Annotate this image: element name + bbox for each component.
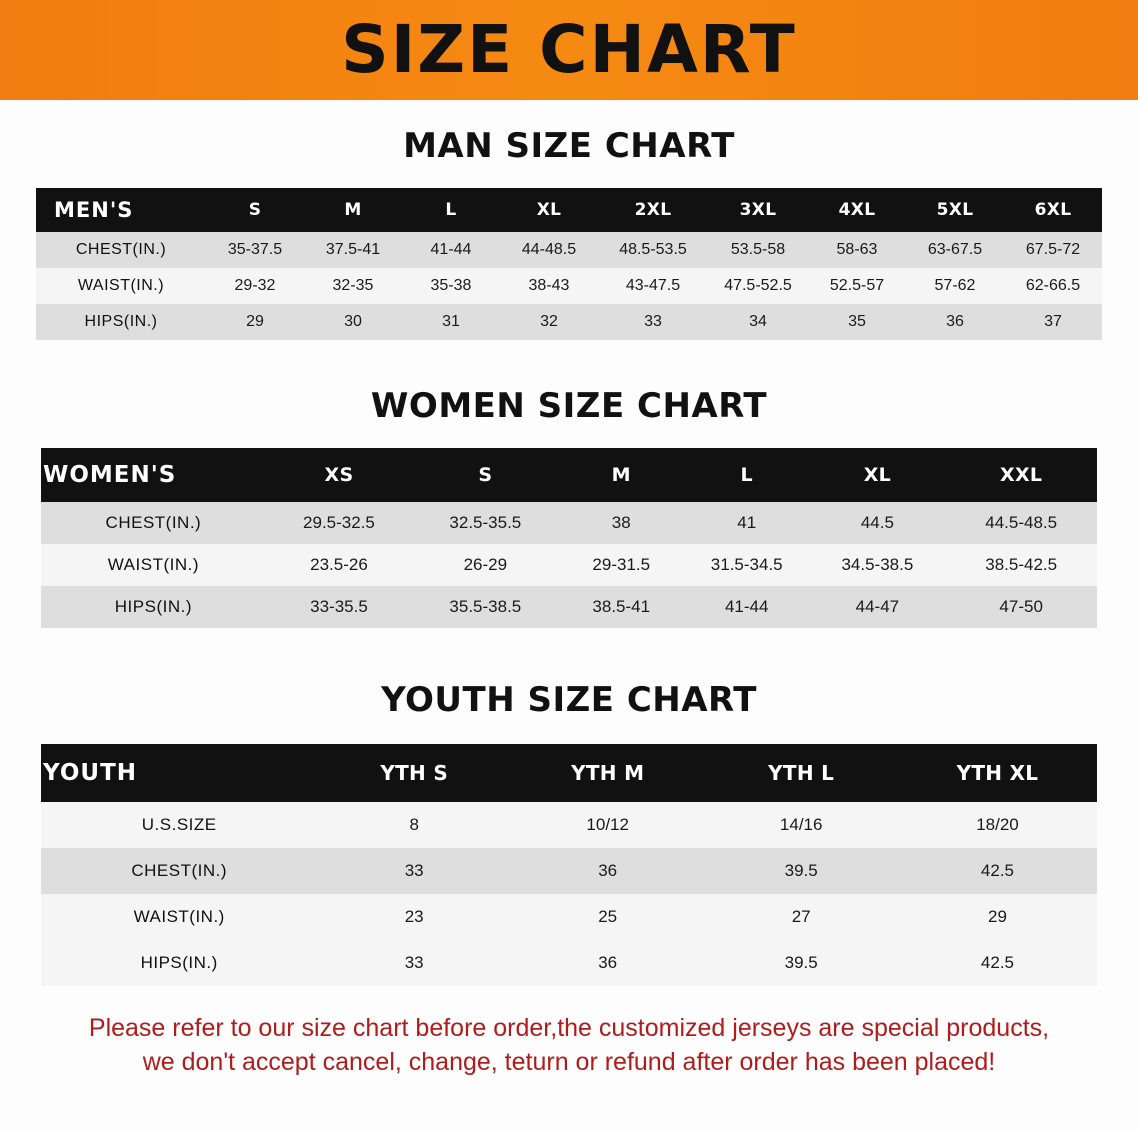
table-row	[41, 940, 1097, 986]
table-row	[41, 586, 1097, 628]
women-row-label-chest: CHEST(IN.)	[105, 513, 202, 532]
women-row-label-hips: HIPS(IN.)	[114, 597, 192, 616]
men-header-6xl: 6XL	[1034, 200, 1072, 220]
table-cell: 38	[611, 513, 631, 532]
table-cell: 63-67.5	[927, 241, 983, 258]
policy-note	[40, 1012, 1098, 1080]
table-cell: 32.5-35.5	[449, 513, 522, 532]
table-cell: 37	[1044, 313, 1062, 330]
youth-row-label-waist: WAIST(IN.)	[133, 907, 225, 926]
table-cell: 31.5-34.5	[710, 555, 783, 574]
men-header-2xl: 2XL	[634, 200, 672, 220]
policy-note-line-2: we don't accept cancel, change, teturn or refund after order has been placed!	[142, 1047, 996, 1076]
table-cell: 23	[404, 907, 424, 926]
women-size-table	[41, 448, 1097, 628]
women-header-s: S	[478, 464, 493, 486]
table-cell: 29-32	[234, 277, 276, 294]
table-cell: 44-47	[855, 597, 900, 616]
men-header-5xl: 5XL	[936, 200, 974, 220]
table-cell: 35-38	[430, 277, 472, 294]
table-header-row	[36, 188, 1102, 232]
table-cell: 35	[848, 313, 866, 330]
table-cell: 33-35.5	[310, 597, 368, 616]
women-header-xs: XS	[324, 464, 354, 486]
men-header-xl: XL	[536, 200, 562, 220]
women-header-m: M	[611, 464, 631, 486]
women-header-xl: XL	[863, 464, 892, 486]
table-cell: 23.5-26	[310, 555, 368, 574]
table-cell: 8	[409, 815, 419, 834]
table-cell: 36	[598, 953, 618, 972]
table-cell: 35-37.5	[227, 241, 283, 258]
table-cell: 31	[442, 313, 460, 330]
table-cell: 14/16	[779, 815, 823, 834]
table-cell: 33	[404, 953, 424, 972]
table-cell: 58-63	[836, 241, 878, 258]
table-cell: 38.5-41	[592, 597, 651, 616]
men-size-table	[36, 188, 1102, 340]
table-cell: 35.5-38.5	[449, 597, 522, 616]
table-cell: 33	[404, 861, 424, 880]
table-row	[41, 848, 1097, 894]
table-cell: 33	[644, 313, 662, 330]
youth-header-xl: YTH XL	[956, 761, 1039, 785]
men-header-l: L	[445, 200, 457, 220]
table-row	[41, 894, 1097, 940]
table-cell: 52.5-57	[829, 277, 885, 294]
table-cell: 47.5-52.5	[724, 277, 792, 294]
men-header-label: MEN'S	[54, 198, 134, 222]
table-cell: 47-50	[999, 597, 1043, 616]
women-header-label: WOMEN'S	[43, 462, 177, 488]
youth-header-m: YTH M	[571, 761, 645, 785]
table-cell: 42.5	[980, 953, 1015, 972]
youth-row-label-chest: CHEST(IN.)	[131, 861, 228, 880]
table-cell: 41-44	[430, 241, 472, 258]
policy-note-line-1: Please refer to our size chart before order,the customized jerseys are special products,	[88, 1014, 1050, 1042]
table-cell: 43-47.5	[625, 277, 681, 294]
table-cell: 67.5-72	[1025, 241, 1081, 258]
table-cell: 39.5	[784, 953, 818, 972]
table-cell: 44.5	[860, 513, 894, 532]
men-header-3xl: 3XL	[739, 200, 777, 220]
table-header-row	[41, 744, 1097, 802]
table-cell: 57-62	[934, 277, 976, 294]
table-cell: 34.5-38.5	[841, 555, 914, 574]
men-header-s: S	[248, 200, 262, 220]
table-cell: 36	[598, 861, 618, 880]
table-cell: 39.5	[784, 861, 818, 880]
man-section-title: MAN SIZE CHART	[403, 126, 735, 166]
table-cell: 29.5-32.5	[303, 513, 375, 532]
youth-header-s: YTH S	[380, 761, 449, 785]
table-cell: 34	[749, 313, 767, 330]
table-cell: 27	[791, 907, 811, 926]
table-row	[36, 304, 1102, 340]
women-header-xxl: XXL	[1000, 464, 1043, 486]
men-row-label-hips: HIPS(IN.)	[84, 313, 158, 330]
table-cell: 29-31.5	[592, 555, 651, 574]
table-cell: 18/20	[976, 815, 1019, 834]
men-header-4xl: 4XL	[838, 200, 876, 220]
table-cell: 30	[344, 313, 362, 330]
women-row-label-waist: WAIST(IN.)	[107, 555, 200, 574]
banner-title: SIZE CHART	[341, 11, 797, 88]
table-cell: 32	[540, 313, 558, 330]
men-row-label-waist: WAIST(IN.)	[77, 277, 165, 294]
youth-header-l: YTH L	[768, 761, 835, 785]
table-cell: 44-48.5	[521, 241, 577, 258]
table-cell: 25	[598, 907, 618, 926]
table-cell: 44.5-48.5	[985, 513, 1058, 532]
table-row	[41, 544, 1097, 586]
men-row-label-chest: CHEST(IN.)	[75, 241, 167, 258]
men-header-m: M	[344, 200, 362, 220]
table-cell: 38-43	[528, 277, 570, 294]
youth-size-table	[41, 744, 1097, 986]
table-cell: 36	[946, 313, 964, 330]
banner	[0, 0, 1138, 100]
table-row	[36, 268, 1102, 304]
table-row	[41, 802, 1097, 848]
table-cell: 37.5-41	[325, 241, 381, 258]
table-cell: 29	[246, 313, 264, 330]
table-cell: 38.5-42.5	[985, 555, 1058, 574]
women-section-title: WOMEN SIZE CHART	[370, 386, 768, 426]
table-cell: 29	[988, 907, 1007, 926]
youth-row-label-hips: HIPS(IN.)	[140, 953, 218, 972]
table-header-row	[41, 448, 1097, 502]
table-cell: 41-44	[724, 597, 769, 616]
table-cell: 26-29	[463, 555, 508, 574]
youth-row-label-ussize: U.S.SIZE	[141, 815, 217, 834]
women-header-l: L	[740, 464, 753, 486]
table-cell: 10/12	[586, 815, 629, 834]
table-row	[41, 502, 1097, 544]
table-cell: 53.5-58	[730, 241, 786, 258]
table-cell: 42.5	[980, 861, 1015, 880]
table-cell: 41	[737, 513, 757, 532]
table-cell: 62-66.5	[1025, 277, 1081, 294]
youth-section-title: YOUTH SIZE CHART	[381, 680, 757, 720]
table-cell: 48.5-53.5	[619, 241, 687, 258]
youth-header-label: YOUTH	[43, 760, 138, 786]
table-cell: 32-35	[332, 277, 374, 294]
table-row	[36, 232, 1102, 268]
